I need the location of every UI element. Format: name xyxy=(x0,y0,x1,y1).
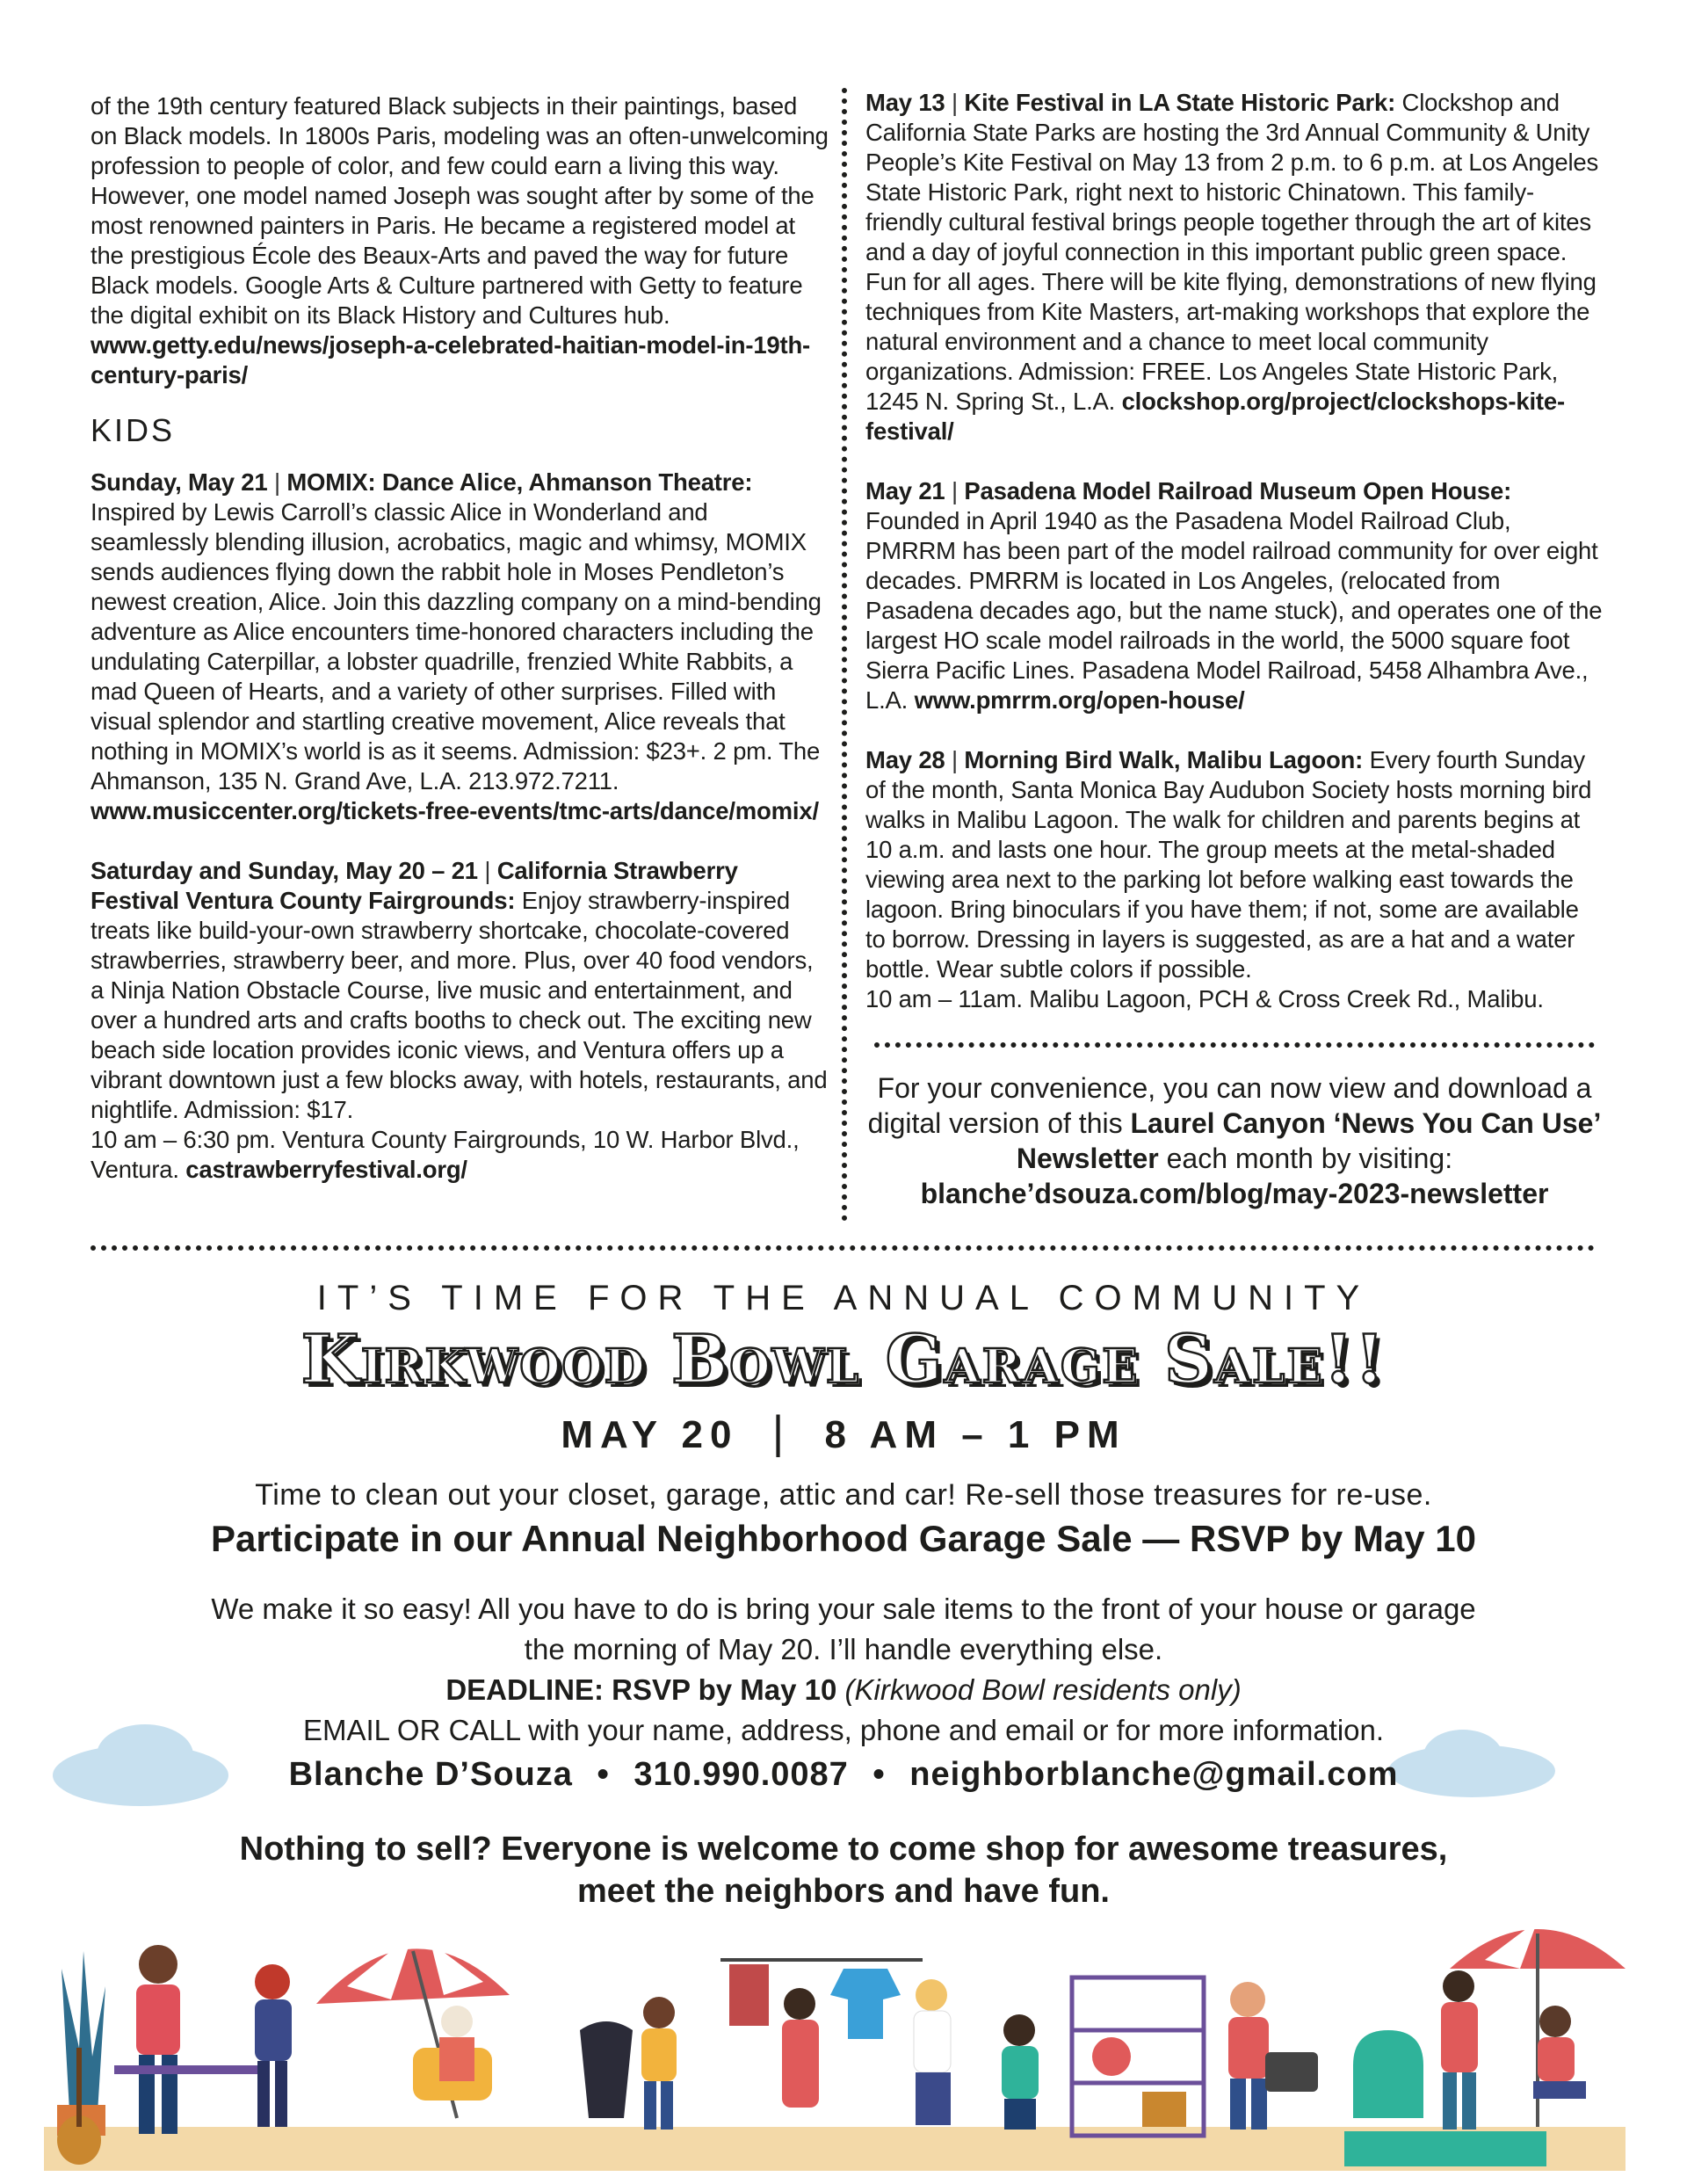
clothing-rack-icon xyxy=(720,1960,923,2039)
clockshop-link[interactable]: clockshop.org/project/clockshops-kite-festival/ xyxy=(865,388,1565,445)
event-details: 10 am – 6:30 pm. Ventura County Fairgrounds, 10 W. Harbor Blvd., Ventura. xyxy=(91,1126,800,1183)
kids-heading: KIDS xyxy=(91,412,176,448)
rug-icon xyxy=(1344,2131,1546,2166)
bullet-separator: • xyxy=(597,1756,610,1793)
intro-line: Time to clean out your closet, garage, attic and car! Re-sell those treasures for re-use. xyxy=(255,1478,1432,1512)
event-strawberry-festival xyxy=(91,856,829,1185)
left-column xyxy=(91,91,829,1185)
event-body: Inspired by Lewis Carroll’s classic Alice in Wonderland and seamlessly blending illusion, acrobatics, magic and whimsy, MOMIX sends audiences flying down the rabbit hole in Moses Pendleton’s newest creation, Alice. Join this dazzling company on a mind-bending adventure as Alice encounters time-honored characters including the undulating Caterpillar, a lobster quadrille, frenzied White Rabbits, a mad Queen of Hearts, and a variety of other surprises. Filled with visual splendor and startling creative movement, Alice reveals that nothing in MOMIX’s world is as it seems. Admission: $23+. 2 pm. The Ahmanson, 135 N. Grand Ave, L.A. 213.972.7211. xyxy=(91,498,822,795)
pipe-separator: | xyxy=(484,857,497,884)
newsletter-link[interactable]: blanche’dsouza.com/blog/may-2023-newsletter xyxy=(920,1178,1549,1209)
event-date: May 13 xyxy=(865,89,945,116)
garage-sale-title: Kirkwood Bowl Garage Sale!! xyxy=(300,1320,1387,1398)
pipe-separator: | xyxy=(951,89,965,116)
closing-line: Nothing to sell? Everyone is welcome to come shop for awesome treasures, xyxy=(239,1831,1448,1868)
person-figure xyxy=(136,1945,180,2134)
bookshelf-icon xyxy=(1072,1977,1204,2136)
instructions-line: We make it so easy! All you have to do is bring your sale items to the front of your house or garage xyxy=(211,1593,1476,1625)
person-figure xyxy=(782,1988,819,2108)
event-body: Founded in April 1940 as the Pasadena Model Railroad Club, PMRRM has been part of the model railroad community for over eight decades. PMRRM is located in Los Angeles, (relocated from Pasadena decades ago, but the name stuck), and operates one of the largest HO scale model railroads in the world, the 5000 square foot Sierra Pacific Lines. Pasadena Model Railroad, 5458 Alhambra Ave., L.A. xyxy=(865,507,1603,714)
person-figure xyxy=(1228,1982,1269,2130)
event-title: Kite Festival in LA State Historic Park: xyxy=(964,89,1396,116)
person-figure xyxy=(255,1964,292,2127)
sale-date: MAY 20 xyxy=(561,1413,739,1456)
newsletter-name: Laurel Canyon ‘News You Can Use’ Newsletter xyxy=(1016,1107,1602,1174)
rsvp-headline: Participate in our Annual Neighborhood Garage Sale — RSVP by May 10 xyxy=(211,1518,1476,1559)
notice-text-2: each month by visiting: xyxy=(1166,1143,1453,1174)
musiccenter-link[interactable]: www.musiccenter.org/tickets-free-events/tmc-arts/dance/momix/ xyxy=(91,797,819,824)
digital-version-notice xyxy=(865,1070,1604,1211)
sale-time: 8 AM – 1 PM xyxy=(824,1413,1126,1456)
person-figure xyxy=(1441,1970,1478,2130)
garage-sale-illustration xyxy=(44,1916,1625,2171)
mannequin-icon xyxy=(580,2021,633,2118)
contact-line xyxy=(0,1752,1687,1796)
event-bird-walk xyxy=(865,745,1604,1014)
event-details: 10 am – 11am. Malibu Lagoon, PCH & Cross Creek Rd., Malibu. xyxy=(865,985,1544,1012)
event-body: Enjoy strawberry-inspired treats like build-your-own strawberry shortcake, chocolate-covered strawberries, strawberry beer, and more. Plus, over 40 food vendors, a Ninja Nation Obstacle Course, live music and entertainment, and over a hundred arts and crafts booths to check out. The exciting new beach side location provides iconic views, and Ventura offers up a vibrant downtown just a few blocks away, with hotels, restaurants, and nightlife. Admission: $17. xyxy=(91,887,828,1123)
event-body: Clockshop and California State Parks are hosting the 3rd Annual Community & Unity People’s Kite Festival on May 13 from 2 p.m. to 6 p.m. at Los Angeles State Historic Park, right next to historic Chinatown. This family-friendly cultural festival brings people together through the art of kites and a day of joyful connection in this important public green space. Fun for all ages. There will be kite flying, demonstrations of new flying techniques from Kite Masters, art-making workshops that explore the natural environment and a chance to meet local community organizations. Admission: FREE. Los Angeles State Historic Park, 1245 N. Spring St., L.A. xyxy=(865,89,1599,415)
contact-name: Blanche D’Souza xyxy=(288,1756,573,1793)
event-date: Saturday and Sunday, May 20 – 21 xyxy=(91,857,478,884)
person-figure xyxy=(413,2006,492,2101)
person-figure xyxy=(1533,2006,1586,2099)
intro-text: of the 19th century featured Black subjects in their paintings, based on Black models. In 1800s Paris, modeling was an often-unwelcoming profession to people of color, and few could earn a living this way. However, one model named Joseph was sought after by some of the most renowned painters in Paris. He became a registered model at the prestigious École des Beaux-Arts and paved the way for future Black models. Google Arts & Culture partnered with Getty to feature the digital exhibit on its Black History and Cultures hub. xyxy=(91,92,829,329)
event-title: Morning Bird Walk, Malibu Lagoon: xyxy=(964,746,1364,773)
deadline-line xyxy=(0,1670,1687,1710)
right-dotted-divider xyxy=(874,1042,1595,1048)
tv-icon xyxy=(1265,2052,1318,2092)
event-kite-festival xyxy=(865,88,1604,446)
pipe-separator: | xyxy=(951,746,965,773)
person-figure xyxy=(1002,2014,1039,2130)
table-icon xyxy=(114,2065,264,2074)
deadline-note: (Kirkwood Bowl residents only) xyxy=(844,1673,1242,1706)
event-title: MOMIX: Dance Alice, Ahmanson Theatre: xyxy=(286,468,753,496)
pipe-separator: | xyxy=(771,1407,792,1458)
strawberry-link[interactable]: castrawberryfestival.org/ xyxy=(185,1156,467,1183)
pipe-separator: | xyxy=(951,477,965,504)
pipe-separator: | xyxy=(273,468,287,496)
chair-icon xyxy=(1353,2030,1423,2118)
bullet-separator: • xyxy=(872,1756,886,1793)
deadline-text: DEADLINE: RSVP by May 10 xyxy=(445,1673,837,1706)
sale-dateline xyxy=(0,1406,1687,1462)
vertical-dotted-divider xyxy=(842,88,847,1222)
person-figure xyxy=(914,1979,951,2125)
contact-phone[interactable]: 310.990.0087 xyxy=(634,1756,849,1793)
event-title: California Strawberry Festival Ventura County Fairgrounds: xyxy=(91,857,738,914)
person-figure xyxy=(641,1997,677,2130)
announcement-heading: IT’S TIME FOR THE ANNUAL COMMUNITY xyxy=(316,1279,1371,1317)
contact-email[interactable]: neighborblanche@gmail.com xyxy=(909,1756,1399,1793)
getty-link[interactable]: www.getty.edu/news/joseph-a-celebrated-haitian-model-in-19th-century-paris/ xyxy=(91,331,811,388)
instructions-line: the morning of May 20. I’ll handle everything else. xyxy=(524,1633,1163,1665)
event-model-railroad xyxy=(865,476,1604,715)
intro-paragraph xyxy=(91,91,829,390)
right-column xyxy=(865,88,1604,1014)
notice-text: For your convenience, you can now view and download a digital version of this xyxy=(867,1072,1592,1139)
event-title: Pasadena Model Railroad Museum Open House: xyxy=(964,477,1512,504)
closing-message xyxy=(0,1828,1687,1912)
closing-line: meet the neighbors and have fun. xyxy=(577,1873,1110,1910)
event-momix xyxy=(91,468,829,826)
event-body: Every fourth Sunday of the month, Santa Monica Bay Audubon Society hosts morning bird walks in Malibu Lagoon. The walk for children and parents begins at 10 a.m. and lasts one hour. The group meets at the metal-shaded viewing area next to the parking lot before walking east towards the lagoon. Bring binoculars if you have them; if not, some are available to borrow. Dressing in layers is suggested, as are a hat and a water bottle. Wear subtle colors if possible. xyxy=(865,746,1592,983)
contact-instructions: EMAIL OR CALL with your name, address, phone and email or for more information. xyxy=(302,1714,1385,1746)
instructions-block xyxy=(0,1589,1687,1751)
event-date: May 21 xyxy=(865,477,945,504)
pmrrm-link[interactable]: www.pmrrm.org/open-house/ xyxy=(914,686,1245,714)
event-date: Sunday, May 21 xyxy=(91,468,268,496)
event-date: May 28 xyxy=(865,746,945,773)
full-dotted-divider xyxy=(91,1245,1595,1251)
